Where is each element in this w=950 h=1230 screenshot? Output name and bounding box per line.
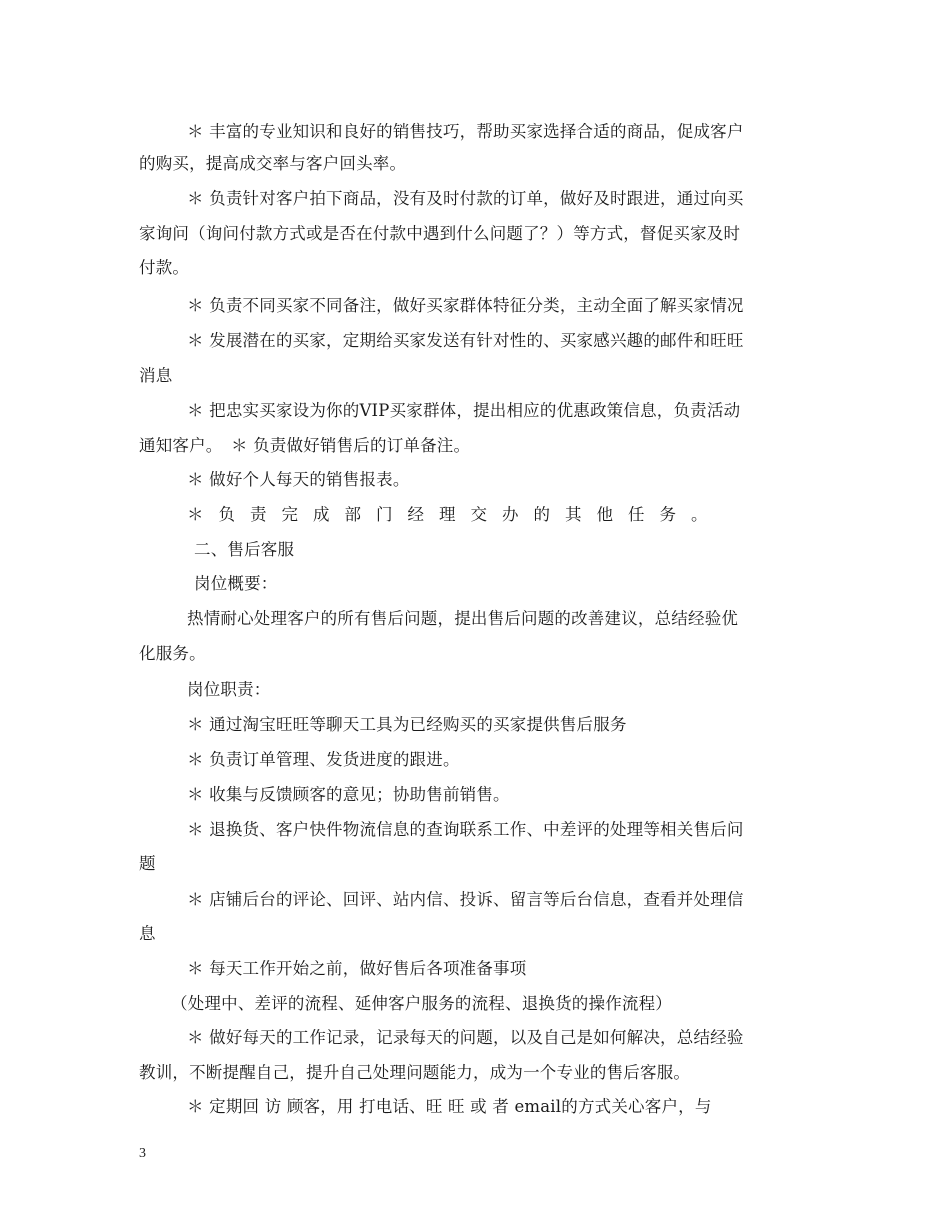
paragraph-line: ＊ 通过淘宝旺旺等聊天工具为已经购买的买家提供售后服务 xyxy=(187,715,627,734)
section-heading: 二、售后客服 xyxy=(194,540,295,559)
paragraph-line: ＊ 收集与反馈顾客的意见；协助售前销售。 xyxy=(187,785,510,804)
paragraph-line: 化服务。 xyxy=(139,644,206,663)
paragraph-line: 息 xyxy=(139,924,156,943)
paragraph-line: ＊ 定期回 访 顾客，用 打电话、旺 旺 或 者 email的方式关心客户，与 xyxy=(187,1097,712,1116)
paragraph-line: 的购买，提高成交率与客户回头率。 xyxy=(139,154,407,173)
paragraph-line: ＊ 做好每天的工作记录，记录每天的问题，以及自己是如何解决，总结经验 xyxy=(187,1028,744,1047)
paragraph-line: ＊ 店铺后台的评论、回评、站内信、投诉、留言等后台信息，查看并处理信 xyxy=(187,890,744,909)
subheading: 岗位职责： xyxy=(187,680,271,699)
paragraph-line: ＊ 发展潜在的买家，定期给买家发送有针对性的、买家感兴趣的邮件和旺旺 xyxy=(187,331,744,350)
paragraph-line: 题 xyxy=(139,854,156,873)
paragraph-line: 家询问（询问付款方式或是否在付款中遇到什么问题了？）等方式，督促买家及时 xyxy=(139,224,741,243)
paragraph-line: 通知客户。 ＊ 负责做好销售后的订单备注。 xyxy=(139,436,471,455)
paragraph-line: 热情耐心处理客户的所有售后问题，提出售后问题的改善建议，总结经验优 xyxy=(187,609,739,628)
paragraph-line: ＊ 负责针对客户拍下商品，没有及时付款的订单，做好及时跟进，通过向买 xyxy=(187,189,744,208)
paragraph-line: ＊ 把忠实买家设为你的VIP买家群体，提出相应的优惠政策信息，负责活动 xyxy=(187,401,741,420)
paragraph-line: 教训，不断提醒自己，提升自己处理问题能力，成为一个专业的售后客服。 xyxy=(139,1063,691,1082)
paragraph-line: ＊负责完成部门经理交办的其他任务。 xyxy=(187,505,723,524)
paragraph-line: ＊ 丰富的专业知识和良好的销售技巧，帮助买家选择合适的商品，促成客户 xyxy=(187,122,744,141)
page-number: 3 xyxy=(139,1146,146,1161)
paragraph-line: ＊ 做好个人每天的销售报表。 xyxy=(187,470,410,489)
paragraph-line: 付款。 xyxy=(139,258,190,277)
paragraph-line: ＊ 每天工作开始之前，做好售后各项准备事项 xyxy=(187,959,527,978)
paragraph-line: ＊ 负责订单管理、发货进度的跟进。 xyxy=(187,750,460,769)
paragraph-line: ＊ 退换货、客户快件物流信息的查询联系工作、中差评的处理等相关售后问 xyxy=(187,820,744,839)
paragraph-line: （处理中、差评的流程、延伸客户服务的流程、退换货的操作流程） xyxy=(171,994,672,1013)
paragraph-line: ＊ 负责不同买家不同备注，做好买家群体特征分类，主动全面了解买家情况 xyxy=(187,296,744,315)
paragraph-line: 消息 xyxy=(139,366,173,385)
subheading: 岗位概要： xyxy=(194,574,278,593)
